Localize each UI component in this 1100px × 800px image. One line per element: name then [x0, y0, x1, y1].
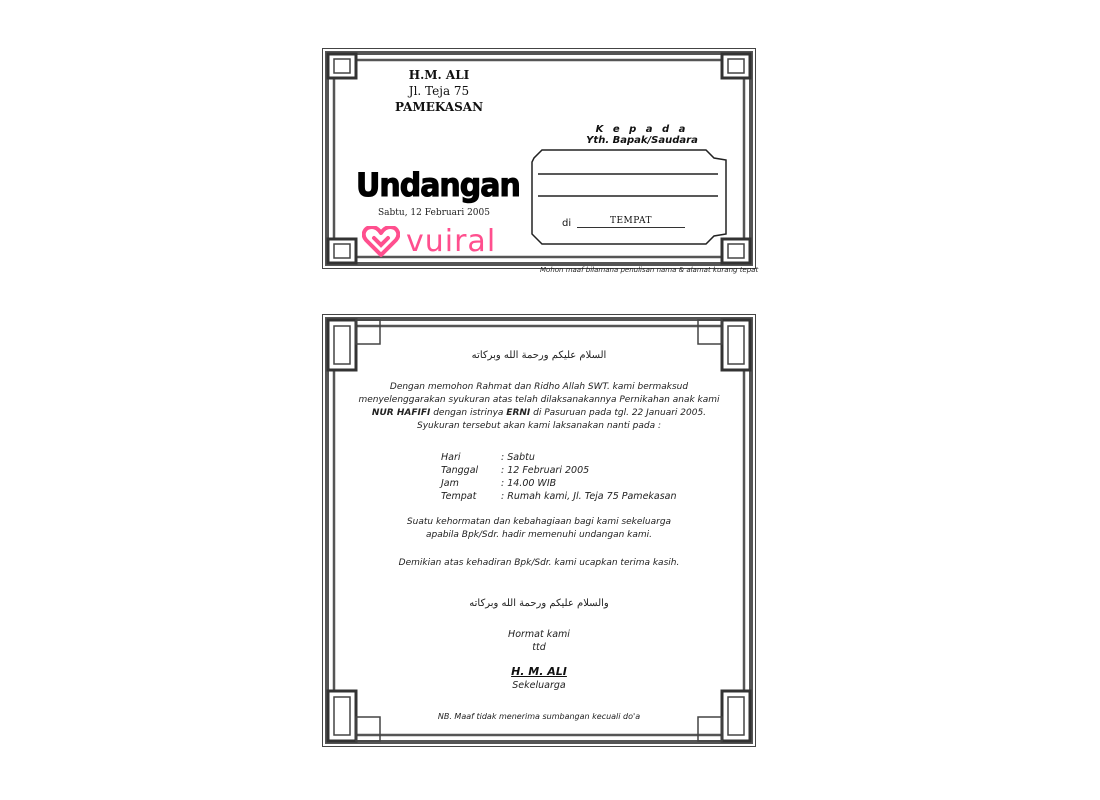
detail-row	[441, 451, 677, 464]
sender-city: PAMEKASAN	[394, 100, 484, 114]
letter-card	[322, 314, 756, 747]
sender-street: Jl. Teja 75	[408, 84, 470, 98]
detail-label: Tanggal	[441, 465, 479, 476]
watermark	[362, 224, 496, 259]
detail-row	[441, 477, 677, 490]
closing-sentence: Demikian atas kehadiran Bpk/Sdr. kami ucapkan terima kasih.	[398, 558, 680, 568]
detail-value: : Sabtu	[501, 452, 535, 463]
detail-label: Tempat	[441, 491, 477, 502]
envelope-card	[322, 48, 759, 274]
di-label: di	[562, 218, 572, 229]
intro-line-3a: dengan istrinya	[433, 408, 504, 418]
intro-paragraph	[322, 381, 756, 433]
detail-value: : 12 Februari 2005	[501, 465, 590, 476]
event-details	[441, 451, 677, 503]
heart-icon	[362, 226, 400, 258]
honor-line-2: apabila Bpk/Sdr. hadir memenuhi undangan kami.	[425, 530, 653, 540]
groom-name: NUR HAFIFI	[371, 408, 431, 418]
bride-name: ERNI	[506, 408, 531, 418]
ttd-text: ttd	[532, 642, 546, 653]
kepada-label: K e p a d a	[595, 124, 689, 135]
detail-value: : Rumah kami, Jl. Teja 75 Pamekasan	[501, 491, 677, 502]
honor-paragraph	[322, 516, 756, 542]
detail-label: Jam	[441, 478, 459, 489]
intro-line-3b: di Pasuruan pada tgl. 22 Januari 2005.	[533, 408, 707, 418]
intro-line-2: menyelenggarakan syukuran atas telah dilaksanakannya Pernikahan anak kami	[358, 395, 720, 405]
detail-value: : 14.00 WIB	[501, 478, 557, 489]
recipient-header	[542, 124, 742, 146]
nb-note: NB. Maaf tidak menerima sumbangan kecuali do'a	[437, 712, 641, 721]
intro-line-4: Syukuran tersebut akan kami laksanakan nanti pada :	[416, 421, 661, 431]
regards-text: Hormat kami	[508, 629, 570, 640]
invitation-title: Undangan	[356, 166, 520, 205]
signer-role: Sekeluarga	[512, 680, 566, 691]
recipient-salutation: Yth. Bapak/Saudara	[586, 135, 698, 146]
detail-label: Hari	[441, 452, 461, 463]
detail-row	[441, 464, 677, 477]
detail-row	[441, 490, 677, 503]
honor-line-1: Suatu kehormatan dan kebahagiaan bagi kami sekeluarga	[406, 517, 672, 527]
sender-address	[364, 67, 514, 115]
invitation-date: Sabtu, 12 Februari 2005	[378, 208, 490, 218]
watermark-text: vuiral	[406, 224, 497, 259]
sender-name: H.M. ALI	[408, 68, 470, 82]
place-field: TEMPAT	[577, 216, 685, 228]
salam-closing: والسلام عليكم ورحمة الله وبركاته	[469, 598, 609, 609]
salam-opening: السلام عليكم ورحمة الله وبركاته	[471, 350, 607, 361]
signer-name: H. M. ALI	[511, 665, 567, 678]
address-box	[530, 148, 728, 248]
intro-line-1: Dengan memohon Rahmat dan Ridho Allah SWT. kami bermaksud	[389, 382, 689, 392]
apology-note: Mohon maaf bilamana penulisan nama & alamat kurang tepat	[540, 266, 759, 274]
intro-line-3	[322, 407, 756, 420]
